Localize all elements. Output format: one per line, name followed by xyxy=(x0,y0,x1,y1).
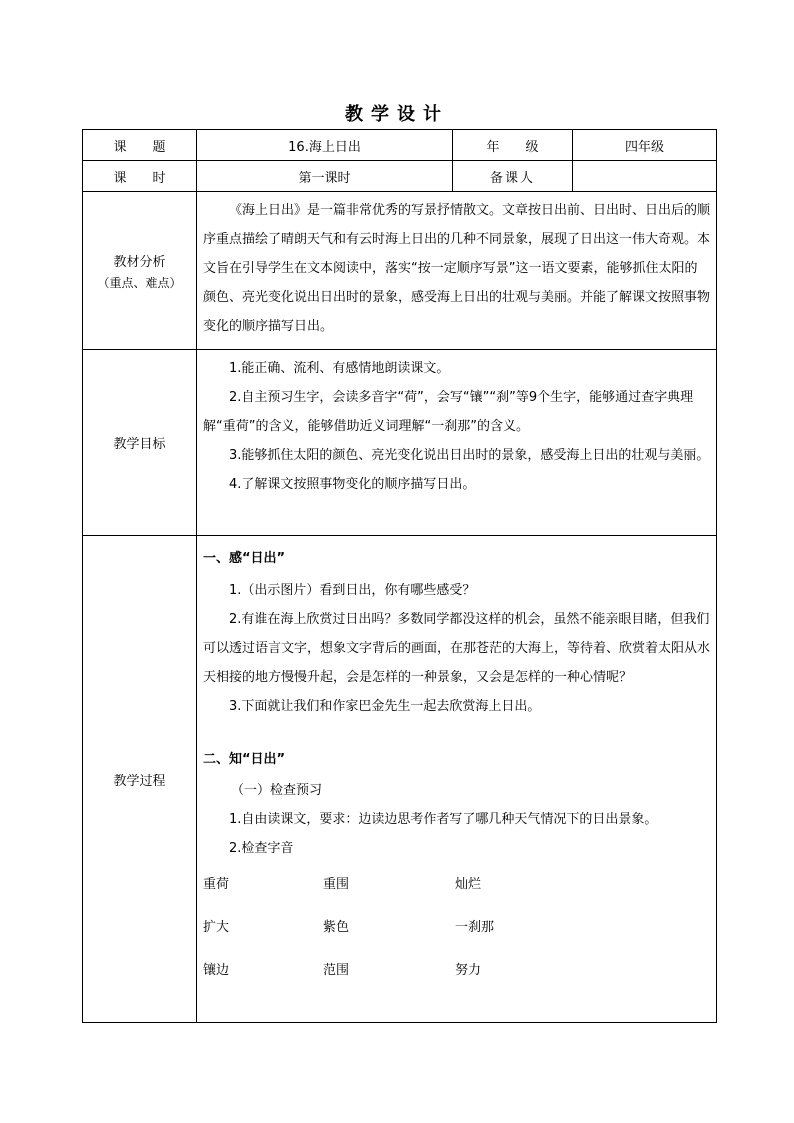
analysis-label: 教材分析 xyxy=(113,254,166,270)
period-value: 第一课时 xyxy=(197,161,453,192)
page-title: 教学设计 xyxy=(345,104,449,125)
teacher-value xyxy=(573,161,717,192)
goal-item: 4.了解课文按照事物变化的顺序描写日出。 xyxy=(229,477,476,492)
word: 紫色 xyxy=(323,920,350,935)
process-item: 3.下面就让我们和作家巴金先生一起去欣赏海上日出。 xyxy=(229,699,541,714)
process-item: 2.检查字音 xyxy=(229,841,294,856)
process-item: 1.自由读课文，要求：边读边思考作者写了哪几种天气情况下的日出景象。 xyxy=(229,812,658,827)
goal-item: 2.自主预习生字，会读多音字“荷”，会写“镶”“刹”等9个生字，能够通过查字典理解“重荷”的含义，能够借助近义词理解“一刹那”的含义。 xyxy=(203,390,694,434)
analysis-content xyxy=(197,192,717,350)
analysis-label-cell xyxy=(83,192,197,350)
process-item: 1.（出示图片）看到日出，你有哪些感受？ xyxy=(229,583,476,598)
row-goals xyxy=(83,350,717,536)
word: 范围 xyxy=(323,963,350,978)
row-period xyxy=(83,161,717,192)
word: 灿烂 xyxy=(455,877,482,892)
row-topic xyxy=(83,130,717,161)
row-process xyxy=(83,536,717,1023)
period-label: 课 时 xyxy=(83,161,197,192)
goals-label: 教学目标 xyxy=(83,350,197,536)
goal-item: 1.能正确、流利、有感情地朗读课文。 xyxy=(229,361,450,376)
process-item: 2.有谁在海上欣赏过日出吗？多数同学都没这样的机会，虽然不能亲眼目睹，但我们可以透过语言文字，想象文字背后的画面，在那苍茫的大海上，等待着、欣赏着太阳从水天相接的地方慢慢升起，会是怎样的一种景象，又会是怎样的一种心情呢？ xyxy=(203,612,711,685)
section1-title: 一、感“日出” xyxy=(203,551,286,566)
sub-heading: （一）检查预习 xyxy=(231,783,323,798)
analysis-text: 《海上日出》是一篇非常优秀的写景抒情散文。文章按日出前、日出时、日出后的顺序重点描绘了晴朗天气和有云时海上日出的几种不同景象，展现了日出这一伟大奇观。本文旨在引导学生在文本阅读中，落实“按一定顺序写景”这一语文要素，能够抓住太阳的颜色、亮光变化说出日出时的景象，感受海上日出的壮观与美丽。并能了解课文按照事物变化的顺序描写日出。 xyxy=(203,203,711,334)
word: 镶边 xyxy=(203,963,230,978)
topic-label: 课 题 xyxy=(83,130,197,161)
lesson-table xyxy=(82,129,717,1023)
process-label: 教学过程 xyxy=(83,536,197,1023)
analysis-sub-label: （重点、难点） xyxy=(97,275,182,290)
word: 重围 xyxy=(323,877,350,892)
word-list xyxy=(197,863,716,992)
word: 努力 xyxy=(455,963,482,978)
goals-content xyxy=(197,350,717,536)
teacher-label: 备课人 xyxy=(453,161,573,192)
grade-value: 四年级 xyxy=(573,130,717,161)
word: 扩大 xyxy=(203,920,230,935)
word: 重荷 xyxy=(203,877,230,892)
process-content xyxy=(197,536,717,1023)
row-analysis xyxy=(83,192,717,350)
topic-value: 16.海上日出 xyxy=(197,130,453,161)
word: 一刹那 xyxy=(455,920,495,935)
goal-item: 3.能够抓住太阳的颜色、亮光变化说出日出时的景象，感受海上日出的壮观与美丽。 xyxy=(229,448,710,463)
grade-label: 年 级 xyxy=(453,130,573,161)
section2-title: 二、知“日出” xyxy=(203,752,286,767)
